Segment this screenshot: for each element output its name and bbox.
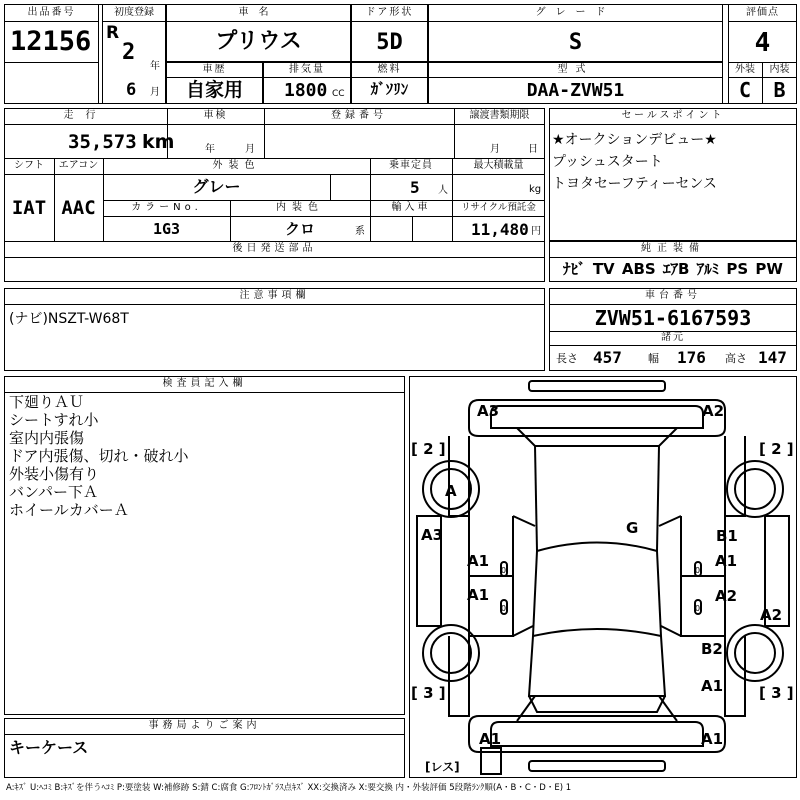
mark-a3-top-left: A3 bbox=[477, 402, 500, 420]
dot-mark-4: 0 bbox=[695, 604, 701, 613]
load-unit: kg bbox=[529, 184, 542, 195]
equipment-list: ﾅﾋﾞ TV ABS ｴｱB ｱﾙﾐ PS PW bbox=[563, 260, 783, 278]
transfer-month-unit: 月 bbox=[490, 144, 500, 155]
load-label: 最大積載量 bbox=[473, 160, 524, 171]
disp-unit: CC bbox=[332, 89, 345, 99]
sales-line-2: プッシュスタート bbox=[552, 154, 663, 170]
width: 176 bbox=[677, 348, 706, 367]
mark-a2-right-rear-door: A2 bbox=[715, 587, 738, 605]
chassis-label: 車台番号 bbox=[645, 290, 701, 301]
mark-a2-top-right: A2 bbox=[702, 402, 725, 420]
import-label: 輸入車 bbox=[391, 202, 431, 213]
inspector-line-2: シートすれ小 bbox=[9, 411, 99, 429]
dims-label: 諸元 bbox=[661, 332, 685, 343]
capacity: 5 bbox=[410, 178, 420, 197]
inspector-line-3: 室内内張傷 bbox=[9, 429, 85, 447]
inspector-line-7: ホイールカバーＡ bbox=[9, 501, 129, 519]
inspector-label: 検査員記入欄 bbox=[162, 378, 247, 389]
reg-month: 6 bbox=[126, 80, 137, 100]
score-label: 評価点 bbox=[746, 7, 779, 18]
mark-wheel-front-left: A bbox=[445, 482, 457, 500]
recycle-label: リサイクル預託金 bbox=[461, 202, 536, 213]
car-name: プリウス bbox=[215, 29, 302, 54]
colorno-label: カラーNo. bbox=[131, 202, 202, 213]
ext-grade: C bbox=[738, 78, 752, 102]
width-label: 幅 bbox=[648, 352, 659, 365]
name-label: 車名 bbox=[238, 7, 279, 18]
height-label: 高さ bbox=[725, 352, 747, 365]
mark-a1-left-front-door: A1 bbox=[467, 552, 490, 570]
dot-mark-1: 0 bbox=[501, 566, 507, 575]
displacement: 1800 bbox=[284, 80, 328, 101]
model-label: 型式 bbox=[557, 64, 594, 75]
aircon: AAC bbox=[61, 197, 96, 219]
grade-label: グレード bbox=[535, 7, 616, 18]
reg-label: 初度登録 bbox=[114, 7, 154, 18]
mark-b2-right: B2 bbox=[701, 640, 723, 658]
bracket-bottom-right: [ 3 ] bbox=[759, 684, 794, 702]
color-label: 外装色 bbox=[212, 160, 261, 171]
capacity-label: 乗車定員 bbox=[389, 160, 433, 171]
inspector-line-1: 下廻りＡＵ bbox=[9, 393, 85, 411]
fuel: ｶﾞｿﾘﾝ bbox=[370, 80, 409, 98]
int-label: 内装 bbox=[769, 64, 790, 75]
inspect-label: 車検 bbox=[203, 110, 228, 121]
int-grade: B bbox=[773, 78, 786, 102]
length: 457 bbox=[593, 348, 622, 367]
shift: IAT bbox=[11, 197, 47, 219]
interior-color: クロ bbox=[284, 220, 315, 238]
ext-label: 外装 bbox=[735, 64, 755, 75]
regno-label: 登録番号 bbox=[331, 110, 387, 121]
inspector-line-6: バンパー下Ａ bbox=[9, 483, 98, 501]
door-label: ドア形状 bbox=[365, 7, 414, 18]
rear-label: [レス] bbox=[425, 760, 460, 774]
era: R bbox=[106, 23, 120, 43]
intcolor-unit: 系 bbox=[355, 226, 365, 237]
grade: S bbox=[568, 30, 583, 55]
mark-a1-right-rear: A1 bbox=[701, 677, 724, 695]
mark-g-glass: G bbox=[626, 519, 639, 537]
inspect-month-unit: 月 bbox=[245, 144, 255, 155]
disp-label: 排気量 bbox=[289, 64, 325, 75]
dot-mark-3: 0 bbox=[501, 604, 507, 613]
capacity-unit: 人 bbox=[438, 185, 448, 196]
door-type: 5D bbox=[376, 30, 403, 55]
mark-b1-right: B1 bbox=[716, 527, 738, 545]
usage-label: 車歴 bbox=[202, 64, 227, 75]
bracket-top-right: [ 2 ] bbox=[759, 440, 794, 458]
intcolor-label: 内装色 bbox=[276, 202, 324, 213]
inspect-year-unit: 年 bbox=[205, 144, 215, 155]
mark-a1-right-front-door: A1 bbox=[715, 552, 738, 570]
recycle-fee: 11,480 bbox=[471, 220, 529, 239]
color-number: 1G3 bbox=[152, 220, 181, 238]
sales-label: セールスポイント bbox=[621, 110, 725, 121]
lot-label: 出品番号 bbox=[27, 7, 76, 18]
office-text: キーケース bbox=[9, 738, 89, 757]
office-label: 事務局よりご案内 bbox=[148, 720, 261, 731]
height: 147 bbox=[758, 348, 787, 367]
transfer-label: 譲渡書類期限 bbox=[469, 110, 530, 121]
fuel-label: 燃料 bbox=[377, 64, 402, 75]
mileage: 35,573 bbox=[68, 131, 137, 153]
mileage-label: 走行 bbox=[63, 110, 108, 121]
later-parts-label: 後日発送部品 bbox=[232, 243, 317, 254]
recycle-unit: 円 bbox=[531, 226, 541, 237]
bracket-bottom-left: [ 3 ] bbox=[411, 684, 446, 702]
mark-a2-right-side: A2 bbox=[760, 606, 783, 624]
lot-number: 12156 bbox=[10, 26, 92, 57]
year-unit: 年 bbox=[150, 61, 160, 72]
notes-label: 注意事項欄 bbox=[239, 290, 310, 301]
mileage-unit: km bbox=[142, 131, 175, 153]
mark-a1-left-rear-door: A1 bbox=[467, 586, 490, 604]
reg-year: 2 bbox=[122, 40, 136, 65]
notes-text: (ナビ)NSZT-W68T bbox=[9, 311, 129, 327]
bracket-top-left: [ 2 ] bbox=[411, 440, 446, 458]
mark-a1-bottom-right: A1 bbox=[701, 730, 724, 748]
month-unit: 月 bbox=[150, 87, 160, 98]
sales-line-1: ★オークションデビュー★ bbox=[552, 132, 717, 148]
score: 4 bbox=[754, 28, 771, 58]
legend-text: A:ｷｽﾞ U:ﾍｺﾐ B:ｷｽﾞを伴うﾍｺﾐ P:要塗装 W:補修跡 S:錆 C:腐食 G:ﾌﾛﾝﾄｶﾞﾗｽ点ｷｽﾞ XX:交換済み X:要交換 内・外装評価 5段階ﾗﾝｸ順(A・B・C・D・E) 1 bbox=[6, 783, 572, 793]
body-color: グレー bbox=[192, 177, 241, 196]
inspector-line-4: ドア内張傷、切れ・破れ小 bbox=[9, 447, 189, 465]
equip-label: 純正装備 bbox=[641, 243, 705, 254]
shift-label: シフト bbox=[14, 160, 44, 171]
model-code: DAA-ZVW51 bbox=[526, 80, 625, 101]
ac-label: エアコン bbox=[58, 160, 99, 171]
mark-a3-left: A3 bbox=[421, 526, 444, 544]
length-label: 長さ bbox=[556, 352, 578, 365]
sales-line-3: トヨタセーフティーセンス bbox=[552, 176, 717, 192]
usage: 自家用 bbox=[185, 79, 243, 101]
mark-a1-bottom-left: A1 bbox=[479, 730, 502, 748]
dot-mark-2: 0 bbox=[695, 566, 701, 575]
inspector-line-5: 外装小傷有り bbox=[9, 465, 100, 483]
chassis-number: ZVW51-6167593 bbox=[594, 306, 752, 330]
transfer-day-unit: 日 bbox=[528, 144, 538, 155]
car-damage-diagram bbox=[409, 376, 797, 778]
